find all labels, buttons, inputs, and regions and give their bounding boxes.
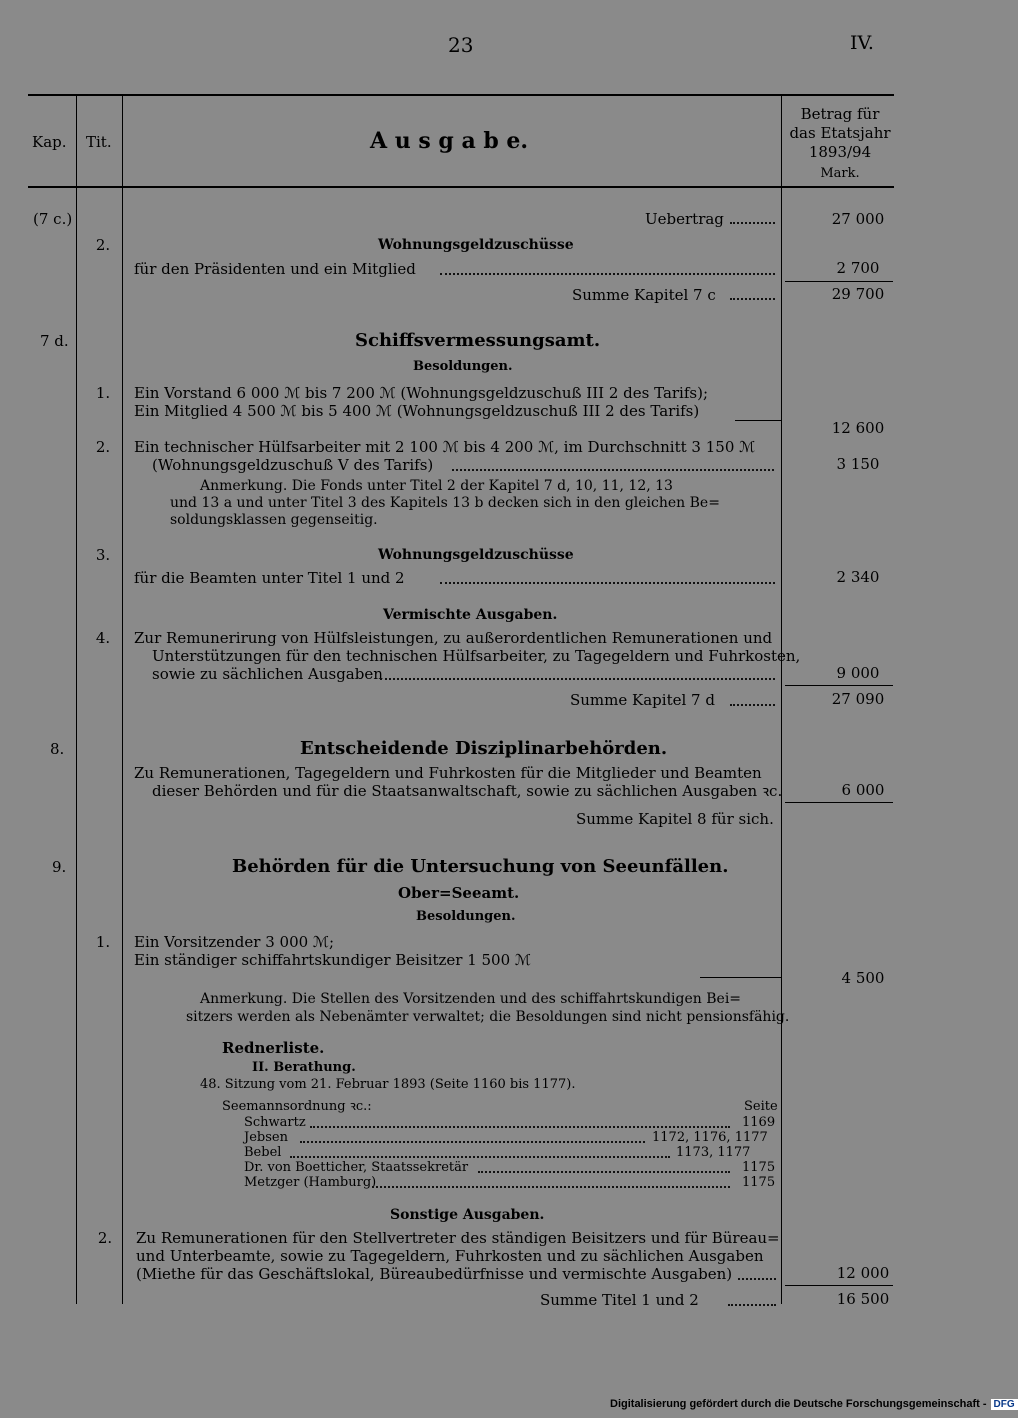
note-7d-1: Anmerkung. Die Fonds unter Titel 2 der Kapitel 7 d, 10, 11, 12, 13 [200,478,673,494]
speaker-name: Metzger (Hamburg) [244,1175,377,1190]
dot-leader [440,273,775,275]
rednerliste-seite-head: Seite [744,1099,778,1114]
heading-besoldungen-9: Besoldungen. [416,909,516,924]
dot-leader [730,704,775,706]
rednerliste-sitzung: 48. Sitzung vom 21. Februar 1893 (Seite 1160 bis 1177). [200,1077,576,1092]
sum-rule [785,1285,893,1286]
tit-7c-2: 2. [95,236,111,254]
header-bottom-rule [28,186,894,188]
column-rule-kap [76,94,77,1304]
note-9-2: sitzers werden als Nebenämter verwaltet; die Besoldungen sind nicht pensionsfähig. [186,1009,790,1025]
rednerliste-topic: Seemannsordnung ꝛc.: [222,1099,372,1114]
line-7d-2b: (Wohnungsgeldzuschuß V des Tarifs) [152,456,434,474]
uebertrag-label: Uebertrag [645,210,724,228]
line-7d-1a: Ein Vorstand 6 000 ℳ bis 7 200 ℳ (Wohnungsgeldzuschuß III 2 des Tarifs); [134,384,709,402]
sum-7d-label: Summe Kapitel 7 d [570,691,715,709]
bracket-rule [700,977,782,978]
speaker-name: Jebsen [244,1130,288,1145]
line-8b: dieser Behörden und für die Staatsanwaltschaft, sowie zu sächlichen Ausgaben ꝛc. [152,782,783,800]
header-title: A u s g a b e. [370,128,529,154]
header-top-rule [28,94,894,96]
sum-9-amount: 16 500 [836,1290,890,1308]
header-amount-3: 1893/94 [808,143,872,161]
page-number: 23 [448,33,474,57]
dot-leader [738,1278,776,1280]
dot-leader [440,582,775,584]
heading-disziplinarbehoerden: Entscheidende Disziplinarbehörden. [300,738,668,759]
column-rule-amount [781,94,782,1304]
dot-leader [300,1141,645,1143]
amount-7d-3: 2 340 [836,568,880,586]
amount-8: 6 000 [841,781,885,799]
kap-8: 8. [50,740,65,758]
line-9-2a: Zu Remunerationen für den Stellvertreter des ständigen Beisitzers und für Büreau= [136,1229,780,1247]
section-number: IV. [850,32,874,54]
header-amount-2: das Etatsjahr [789,124,891,142]
amount-7d-1: 12 600 [831,419,885,437]
rednerliste-sub: II. Berathung. [252,1060,356,1075]
heading-vermischte-ausgaben: Vermischte Ausgaben. [383,607,558,623]
heading-ober-seeamt: Ober=Seeamt. [398,884,520,902]
speaker-pages: 1175 [742,1175,776,1190]
header-kap: Kap. [32,133,67,151]
heading-wohnungsgeld-7c: Wohnungsgeldzuschüsse [378,237,574,253]
speaker-pages: 1175 [742,1160,776,1175]
line-7c-2: für den Präsidenten und ein Mitglied [134,260,416,278]
tit-7d-2: 2. [95,438,111,456]
heading-schiffsvermessungsamt: Schiffsvermessungsamt. [355,330,601,351]
tit-7d-4: 4. [95,629,111,647]
amount-7d-4: 9 000 [836,664,880,682]
line-7d-1b: Ein Mitglied 4 500 ℳ bis 5 400 ℳ (Wohnungsgeldzuschuß III 2 des Tarifs) [134,402,700,420]
sum-rule [785,685,893,686]
dot-leader [290,1156,670,1158]
amount-7c-2: 2 700 [836,259,880,277]
dot-leader [730,222,775,224]
amount-7d-2: 3 150 [836,455,880,473]
sum-7c-amount: 29 700 [831,285,885,303]
heading-sonstige-ausgaben: Sonstige Ausgaben. [390,1207,545,1223]
heading-wohnungsgeld-7d: Wohnungsgeldzuschüsse [378,547,574,563]
header-amount-1: Betrag für [800,105,880,123]
heading-seeunfaelle: Behörden für die Untersuchung von Seeunfällen. [232,856,729,877]
tit-9-1: 1. [95,933,111,951]
dot-leader [380,678,775,680]
footer-credit [610,1398,1018,1410]
heading-besoldungen-7d: Besoldungen. [413,359,513,374]
line-7d-2a: Ein technischer Hülfsarbeiter mit 2 100 ℳ bis 4 200 ℳ, im Durchschnitt 3 150 ℳ [134,438,756,456]
uebertrag-amount: 27 000 [831,210,885,228]
amount-9-2: 12 000 [836,1264,890,1282]
line-9-1a: Ein Vorsitzender 3 000 ℳ; [134,933,335,951]
note-9-1: Anmerkung. Die Stellen des Vorsitzenden und des schiffahrtskundigen Bei= [200,991,742,1007]
line-7d-3: für die Beamten unter Titel 1 und 2 [134,569,405,587]
sum-8-label: Summe Kapitel 8 für sich. [576,810,774,828]
speaker-name: Schwartz [244,1115,306,1130]
column-rule-tit [122,94,123,1304]
line-8a: Zu Remunerationen, Tagegeldern und Fuhrkosten für die Mitglieder und Beamten [134,764,762,782]
dot-leader [728,1304,776,1306]
tit-9-2: 2. [97,1229,113,1247]
sum-rule [785,281,893,282]
speaker-name: Dr. von Boetticher, Staatssekretär [244,1160,469,1175]
sum-7d-amount: 27 090 [831,690,885,708]
sum-9-label: Summe Titel 1 und 2 [540,1291,699,1309]
speaker-pages: 1169 [742,1115,776,1130]
kap-7c: (7 c.) [33,210,73,228]
note-7d-3: soldungsklassen gegenseitig. [170,512,378,528]
amount-9-1: 4 500 [841,969,885,987]
line-9-1b: Ein ständiger schiffahrtskundiger Beisitzer 1 500 ℳ [134,951,531,969]
note-7d-2: und 13 a und unter Titel 3 des Kapitels 13 b decken sich in den gleichen Be= [170,495,720,511]
line-9-2c: (Miethe für das Geschäftslokal, Büreaubedürfnisse und vermischte Ausgaben) [136,1265,733,1283]
line-7d-4a: Zur Remunerirung von Hülfsleistungen, zu außerordentlichen Remunerationen und [134,629,773,647]
dfg-logo: DFG [991,1399,1018,1410]
line-7d-4b: Unterstützungen für den technischen Hülfsarbeiter, zu Tagegeldern und Fuhrkosten, [152,647,801,665]
dot-leader [730,298,775,300]
dot-leader [452,469,774,471]
rednerliste-title: Rednerliste. [222,1039,325,1057]
speaker-pages: 1173, 1177 [676,1145,751,1160]
dot-leader [310,1126,730,1128]
kap-7d: 7 d. [40,332,69,350]
dot-leader [372,1186,730,1188]
header-amount-unit: Mark. [820,166,860,181]
tit-7d-3: 3. [95,546,111,564]
line-7d-4c: sowie zu sächlichen Ausgaben [152,665,383,683]
line-9-2b: und Unterbeamte, sowie zu Tagegeldern, Fuhrkosten und zu sächlichen Ausgaben [136,1247,764,1265]
speaker-pages: 1172, 1176, 1177 [652,1130,768,1145]
kap-9: 9. [52,858,67,876]
bracket-rule [735,420,782,421]
header-tit: Tit. [86,133,112,151]
sum-7c-label: Summe Kapitel 7 c [572,286,716,304]
tit-7d-1: 1. [95,384,111,402]
speaker-name: Bebel [244,1145,282,1160]
dot-leader [478,1171,730,1173]
sum-rule [785,802,893,803]
footer-text: Digitalisierung gefördert durch die Deutsche Forschungsgemeinschaft - [610,1398,987,1410]
